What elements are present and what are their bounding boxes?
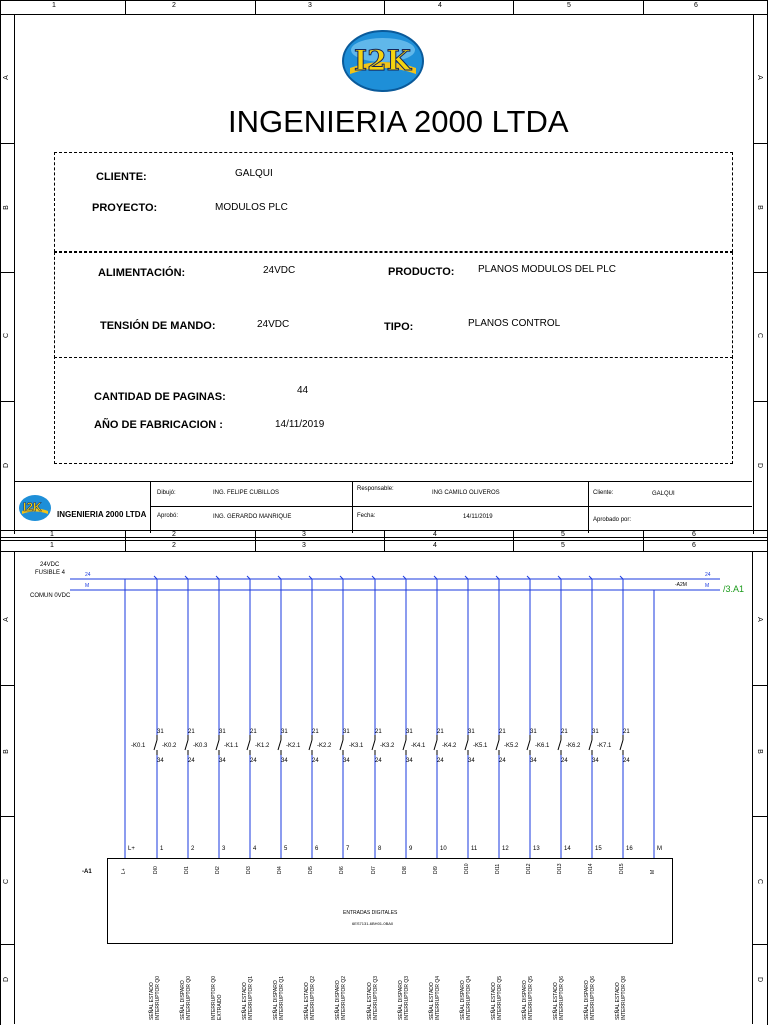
io-name: DI6 <box>339 866 345 874</box>
contact-terminal-top: 31 <box>343 729 350 735</box>
io-name: DI11 <box>495 863 501 874</box>
s-col-3: 3 <box>302 531 306 538</box>
io-name: DI15 <box>619 863 625 874</box>
contact-terminal-bot: 34 <box>157 758 164 764</box>
terminal-number: 9 <box>409 846 413 852</box>
xref-label: /3.A1 <box>723 584 745 594</box>
cliente-value: GALQUI <box>235 168 273 179</box>
contact-tag: -K0.1 <box>131 743 146 749</box>
company-logo <box>340 28 426 94</box>
io-name: DI10 <box>464 863 470 874</box>
terminal-number: 14 <box>564 846 571 852</box>
contact-tag: -K0.2 <box>162 743 177 749</box>
contact-terminal-top: 21 <box>561 729 568 735</box>
contact-terminal-top: 31 <box>592 729 599 735</box>
terminal-number: 2 <box>191 846 195 852</box>
a2m-label: -A2M <box>675 582 687 588</box>
terminal-number: 13 <box>533 846 540 852</box>
col-1: 1 <box>52 2 56 9</box>
contact-tag: -K6.1 <box>535 743 550 749</box>
tb-divider <box>150 481 151 533</box>
s-col-3b: 3 <box>302 542 306 549</box>
contact-tag: -K7.1 <box>597 743 612 749</box>
paginas-value: 44 <box>297 385 309 396</box>
company-title: INGENIERIA 2000 LTDA <box>228 104 569 139</box>
row-tick <box>0 401 14 402</box>
proyecto-value: MODULOS PLC <box>215 202 288 213</box>
io-name: L+ <box>121 868 127 874</box>
io-name: DI7 <box>371 866 377 874</box>
col-3: 3 <box>308 2 312 9</box>
tb-responsable: ING CAMILO OLIVEROS <box>432 490 500 496</box>
ruler-tick <box>513 0 514 14</box>
s-col-5b: 5 <box>561 542 565 549</box>
module-part: 6ES7131-6BH01-0BA0 <box>352 921 394 926</box>
producto-value: PLANOS MODULOS DEL PLC <box>478 264 617 275</box>
contact-terminal-bot: 24 <box>375 758 382 764</box>
row-tick <box>753 143 767 144</box>
wire-l-label-r: 24 <box>705 572 711 578</box>
contact-terminal-top: 21 <box>188 729 195 735</box>
s-row-c-r: C <box>756 878 764 885</box>
anio-label: AÑO DE FABRICACION : <box>94 419 223 431</box>
contact-terminal-top: 31 <box>157 729 164 735</box>
contact-terminal-bot: 24 <box>623 758 630 764</box>
supply-label: 24VDC <box>40 562 60 568</box>
wire-m-label-r: M <box>705 583 710 589</box>
tb-company: INGENIERIA 2000 LTDA <box>57 510 147 519</box>
tb-logo-text: I2K <box>23 500 42 514</box>
proyecto-label: PROYECTO: <box>92 202 158 214</box>
input-description: SEÑAL ESTADO INTERRUPTOR Q8 <box>615 975 627 1020</box>
contact-terminal-bot: 34 <box>281 758 288 764</box>
s-col-2: 2 <box>172 531 176 538</box>
tb-logo-icon <box>18 494 52 522</box>
terminal-number: L+ <box>128 846 135 852</box>
terminal-number: 10 <box>440 846 447 852</box>
contact-terminal-bot: 24 <box>499 758 506 764</box>
row-b-right: B <box>755 205 763 210</box>
alimentacion-value: 24VDC <box>263 265 296 276</box>
terminal-number: 8 <box>378 846 382 852</box>
row-a-left: A <box>2 75 10 80</box>
alimentacion-label: ALIMENTACIÓN: <box>98 267 186 279</box>
input-description: SEÑAL DISPARO INTERRUPTOR Q0 <box>180 975 192 1020</box>
io-name: DI1 <box>184 866 190 874</box>
input-description: SEÑAL DISPARO INTERRUPTOR Q4 <box>460 975 472 1020</box>
io-name: DI8 <box>402 866 408 874</box>
input-description: INTERRUPTOR Q0 EXTRAIDO <box>211 975 223 1020</box>
input-description: SEÑAL DISPARO INTERRUPTOR Q6 <box>584 975 596 1020</box>
tension-value: 24VDC <box>257 319 290 330</box>
contact-terminal-bot: 24 <box>188 758 195 764</box>
module-tag: -A1 <box>82 869 92 875</box>
s-row-d: D <box>3 976 11 983</box>
input-description: SEÑAL DISPARO INTERRUPTOR Q2 <box>335 975 347 1020</box>
io-name: DI13 <box>557 863 563 874</box>
module-title: ENTRADAS DIGITALES <box>343 910 398 916</box>
contact-terminal-top: 21 <box>375 729 382 735</box>
terminal-number: 4 <box>253 846 257 852</box>
ruler-tick <box>255 0 256 14</box>
contact-terminal-top: 31 <box>406 729 413 735</box>
s-col-2b: 2 <box>172 542 176 549</box>
row-tick <box>0 143 14 144</box>
contact-terminal-top: 31 <box>530 729 537 735</box>
contact-terminal-bot: 24 <box>312 758 319 764</box>
contact-tag: -K1.1 <box>224 743 239 749</box>
input-description: SEÑAL DISPARO INTERRUPTOR Q3 <box>398 975 410 1020</box>
logo-text: I2K <box>354 44 411 77</box>
contact-terminal-top: 21 <box>499 729 506 735</box>
contact-tag: -K1.2 <box>255 743 270 749</box>
row-tick <box>753 272 767 273</box>
row-c-left: C <box>3 332 11 339</box>
tb-dibujo-label: Dibujó: <box>157 490 176 496</box>
row-b-left: B <box>2 205 10 210</box>
contact-terminal-bot: 24 <box>561 758 568 764</box>
tension-label: TENSIÓN DE MANDO: <box>100 320 216 332</box>
row-tick <box>753 401 767 402</box>
io-name: DI2 <box>215 866 221 874</box>
s-col-4b: 4 <box>433 542 437 549</box>
contact-terminal-top: 21 <box>250 729 257 735</box>
wire-l-label: 24 <box>85 572 91 578</box>
io-name: DI4 <box>277 866 283 874</box>
row-d-left: D <box>3 462 11 469</box>
contact-terminal-bot: 34 <box>530 758 537 764</box>
tb-cliente: GALQUI <box>652 491 675 497</box>
s-col-4: 4 <box>433 531 437 538</box>
anio-value: 14/11/2019 <box>275 419 325 430</box>
labels-layer <box>0 530 768 1024</box>
input-description: SEÑAL DISPARO INTERRUPTOR Q1 <box>273 975 285 1020</box>
contact-terminal-bot: 34 <box>468 758 475 764</box>
contact-tag: -K6.2 <box>566 743 581 749</box>
tb-hline <box>150 506 752 507</box>
terminal-number: 3 <box>222 846 226 852</box>
ruler-tick <box>384 0 385 14</box>
tb-fecha-label: Fecha: <box>357 513 376 519</box>
io-name: DI9 <box>433 866 439 874</box>
contact-terminal-bot: 24 <box>437 758 444 764</box>
s-row-c: C <box>3 878 11 885</box>
s-col-1: 1 <box>50 531 54 538</box>
producto-label: PRODUCTO: <box>388 266 455 278</box>
tb-fecha: 14/11/2019 <box>463 514 493 520</box>
contact-terminal-top: 21 <box>623 729 630 735</box>
io-name: DI12 <box>526 863 532 874</box>
contact-terminal-bot: 34 <box>343 758 350 764</box>
tipo-label: TIPO: <box>384 321 414 333</box>
col-5: 5 <box>567 2 571 9</box>
tb-aprobo-label: Aprobó: <box>157 513 179 519</box>
col-2: 2 <box>172 2 176 9</box>
common-label: COMUN 0VDC <box>30 593 71 599</box>
contact-tag: -K0.3 <box>193 743 208 749</box>
s-row-a-r: A <box>755 617 763 622</box>
terminal-number: 16 <box>626 846 633 852</box>
contact-terminal-bot: 24 <box>250 758 257 764</box>
contact-terminal-top: 21 <box>312 729 319 735</box>
contact-tag: -K3.1 <box>349 743 364 749</box>
s-row-b: B <box>2 749 10 754</box>
io-name: DI5 <box>308 866 314 874</box>
row-d-right: D <box>756 462 764 469</box>
tipo-value: PLANOS CONTROL <box>468 318 561 329</box>
io-name: M <box>650 869 656 874</box>
terminal-number: 1 <box>160 846 164 852</box>
terminal-number: 6 <box>315 846 319 852</box>
s-row-a: A <box>2 617 10 622</box>
input-description: SEÑAL ESTADO INTERRUPTOR Q3 <box>367 975 379 1020</box>
contact-terminal-top: 31 <box>219 729 226 735</box>
contact-terminal-bot: 34 <box>219 758 226 764</box>
schematic-sheet <box>0 530 768 1024</box>
io-name: DI0 <box>153 866 159 874</box>
tb-divider <box>352 481 353 533</box>
terminal-number: 15 <box>595 846 602 852</box>
s-col-6: 6 <box>692 531 696 538</box>
contact-tag: -K2.1 <box>286 743 301 749</box>
contact-terminal-top: 31 <box>281 729 288 735</box>
contact-terminal-bot: 34 <box>592 758 599 764</box>
input-description: SEÑAL ESTADO INTERRUPTOR Q0 <box>149 975 161 1020</box>
s-col-1b: 1 <box>50 542 54 549</box>
contact-tag: -K4.2 <box>442 743 457 749</box>
paginas-label: CANTIDAD DE PAGINAS: <box>94 391 226 403</box>
io-name: DI14 <box>588 863 594 874</box>
terminal-number: 7 <box>346 846 350 852</box>
tb-aprobo: ING. GERARDO MANRIQUE <box>213 514 292 520</box>
row-tick <box>0 272 14 273</box>
s-row-b-r: B <box>755 749 763 754</box>
ruler-tick <box>125 0 126 14</box>
s-row-d-r: D <box>756 976 764 983</box>
row-c-right: C <box>756 332 764 339</box>
col-4: 4 <box>438 2 442 9</box>
terminal-number: 11 <box>471 846 478 852</box>
s-col-5: 5 <box>561 531 565 538</box>
input-description: SEÑAL ESTADO INTERRUPTOR Q4 <box>429 975 441 1020</box>
contact-tag: -K4.1 <box>411 743 426 749</box>
contact-terminal-bot: 34 <box>406 758 413 764</box>
terminal-number: M <box>657 846 662 852</box>
pages-box <box>54 356 733 464</box>
contact-tag: -K3.2 <box>380 743 395 749</box>
input-description: SEÑAL ESTADO INTERRUPTOR Q5 <box>491 975 503 1020</box>
col-6: 6 <box>694 2 698 9</box>
tb-responsable-label: Responsable: <box>357 486 394 492</box>
fuse-label: FUSIBLE 4 <box>35 570 66 576</box>
tb-cliente-label: Cliente: <box>593 490 614 496</box>
contact-terminal-top: 31 <box>468 729 475 735</box>
input-description: SEÑAL DISPARO INTERRUPTOR Q5 <box>522 975 534 1020</box>
s-col-6b: 6 <box>692 542 696 549</box>
contact-tag: -K5.1 <box>473 743 488 749</box>
cliente-label: CLIENTE: <box>96 171 147 183</box>
input-description: SEÑAL ESTADO INTERRUPTOR Q2 <box>304 975 316 1020</box>
contact-tag: -K2.2 <box>317 743 332 749</box>
contact-terminal-top: 21 <box>437 729 444 735</box>
terminal-number: 5 <box>284 846 288 852</box>
tb-divider <box>588 481 589 533</box>
tb-dibujo: ING. FELIPE CUBILLOS <box>213 490 280 496</box>
input-description: SEÑAL ESTADO INTERRUPTOR Q6 <box>553 975 565 1020</box>
contact-tag: -K5.2 <box>504 743 519 749</box>
tb-aprobado-label: Aprobado por: <box>593 517 632 523</box>
ruler-tick <box>643 0 644 14</box>
input-description: SEÑAL ESTADO INTERRUPTOR Q1 <box>242 975 254 1020</box>
io-name: DI3 <box>246 866 252 874</box>
terminal-number: 12 <box>502 846 509 852</box>
wire-m-label: M <box>85 583 90 589</box>
row-a-right: A <box>755 75 763 80</box>
